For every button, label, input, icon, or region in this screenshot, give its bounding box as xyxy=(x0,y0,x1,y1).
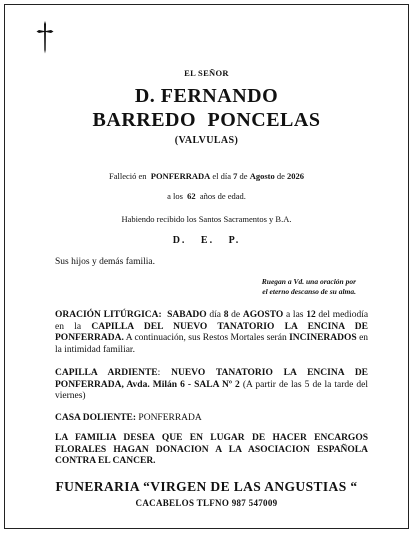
deceased-alias: (VALVULAS) xyxy=(174,135,239,146)
deceased-first-name: D. FERNANDO xyxy=(134,85,279,107)
donation-request: LA FAMILIA DESEA QUE EN LUGAR DE HACER ENCARGOS FLORALES HAGAN DONACION A LA ASOCIACION ESPAÑOLA CONTRA EL CANCER. xyxy=(55,433,368,466)
honorific-title: EL SEÑOR xyxy=(184,68,229,78)
age-line: a los 62 años de edad. xyxy=(167,191,246,201)
liturgical-prayer-paragraph: ORACIÓN LITÚRGICA: SABADO día 8 de AGOSTO a las 12 del mediodía en la CAPILLA DEL NUEVO TANATORIO LA ENCINA DE PONFERRADA. A continuación, sus Restos Mortales serán INCINERADOS en la intimidad familiar. xyxy=(55,310,369,355)
sacraments-line: Habiendo recibido los Santos Sacramentos y B.A. xyxy=(121,214,292,224)
chapel-vigil-paragraph: CAPILLA ARDIENTE: NUEVO TANATORIO LA ENCINA DE PONFERRADA, Avda. Milán 6 - SALA Nº 2 (A partir de las 5 de la tarde del viernes) xyxy=(55,368,369,401)
mourning-house-line: CASA DOLIENTE: PONFERRADA xyxy=(55,413,202,423)
latin-cross-icon xyxy=(35,20,55,54)
rip-abbreviation: D. E. P. xyxy=(172,235,241,246)
obituary-card xyxy=(4,4,409,529)
death-notice: Falleció en PONFERRADA el día 7 de Agosto de 2026 xyxy=(108,171,305,181)
deceased-surnames: BARREDO PONCELAS xyxy=(92,109,321,131)
funeral-home-name: FUNERARIA “VIRGEN DE LAS ANGUSTIAS “ xyxy=(55,479,358,494)
funeral-home-contact: CACABELOS TLFNO 987 547009 xyxy=(135,498,278,508)
prayer-request: Ruegan a Vd. una oración por el eterno descanso de su alma. xyxy=(261,277,356,296)
family-line: Sus hijos y demás familia. xyxy=(55,257,156,267)
